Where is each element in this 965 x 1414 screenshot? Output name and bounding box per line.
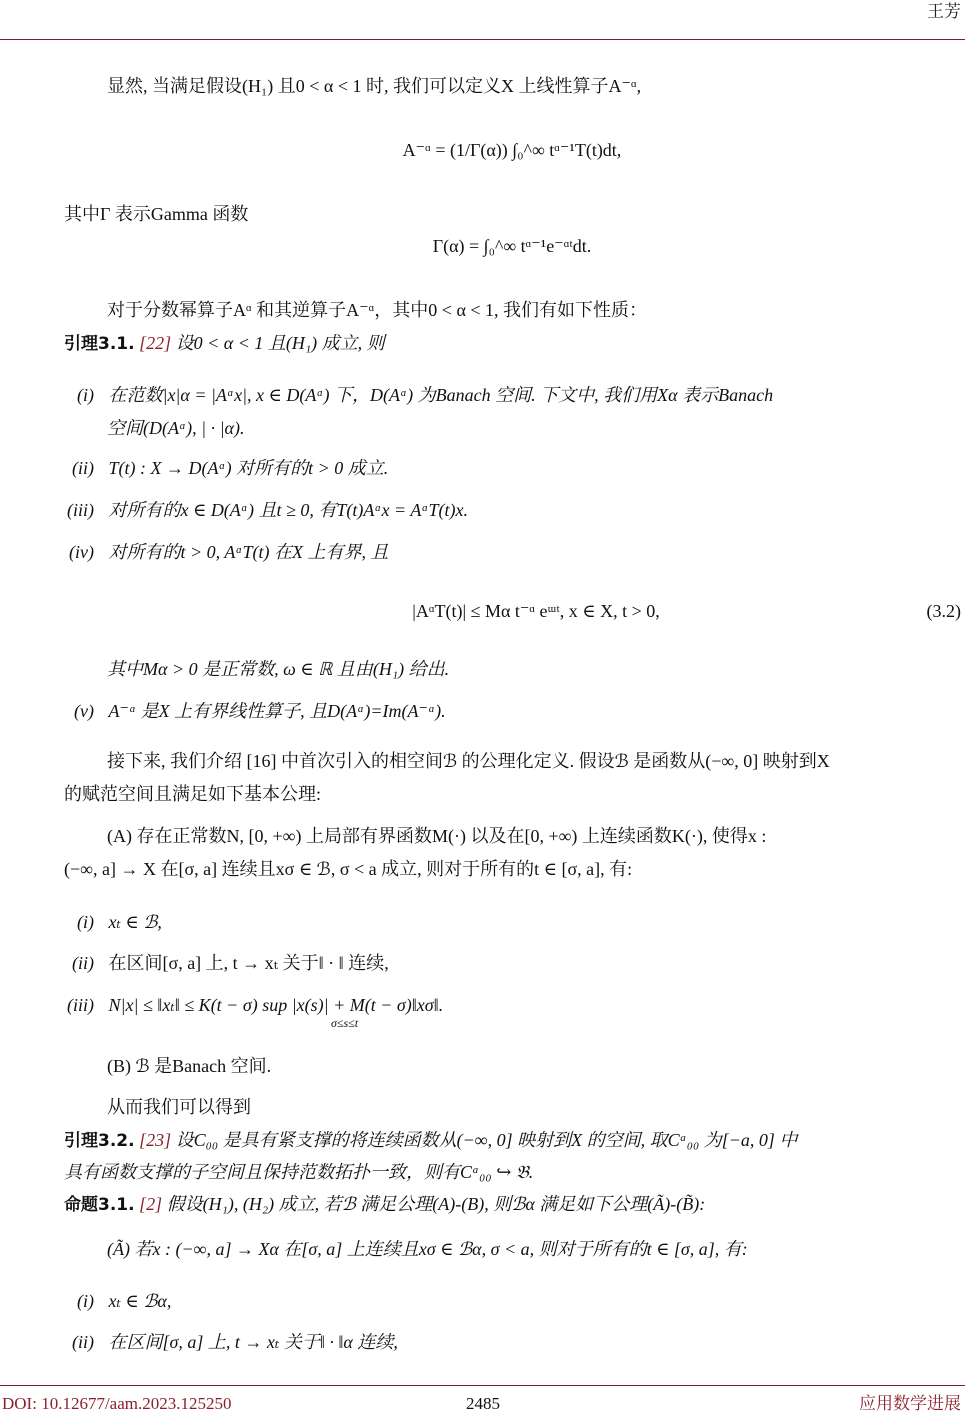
item-text: 对所有的t > 0, AᵅT(t) 在X 上有界, 且 [108,542,389,562]
item-label: (v) [74,701,94,721]
item-text: xₜ ∈ ℬα, [108,1291,172,1311]
paragraph-operator-definition: 显然, 当满足假设(H₁) 且0 < α < 1 时, 我们可以定义X 上线性算子A⁻ᵅ, [107,76,642,96]
lemma-3-1-item-ii [48,458,388,479]
lemma-label: 引理3.1. [64,334,135,354]
proposition-text: 假设(H₁), (H₂) 成立, 若ℬ 满足公理(A)-(B), 则ℬα 满足如下公理(Ã)-(B̃): [166,1194,706,1214]
axiom-a-tilde-item-ii [48,1332,398,1353]
running-header-author: 王芳 [927,2,961,21]
paragraph-phase-space-line-2: 的赋范空间且满足如下基本公理: [64,784,321,804]
item-label: (iii) [67,500,94,520]
proposition-label: 命题3.1. [64,1195,135,1215]
item-label: (ii) [72,458,94,478]
citation-link[interactable]: [22] [139,333,172,353]
lemma-3-1-item-v [48,701,446,722]
item-text: A⁻ᵅ 是X 上有界线性算子, 且D(Aᵅ)=Im(A⁻ᵅ). [108,701,446,721]
lemma-3-1-item-i [48,385,773,406]
lemma-3-1-heading [64,333,385,355]
item-label: (ii) [72,953,94,973]
lemma-3-2-line-1 [64,1130,797,1152]
item-label: (ii) [72,1332,94,1352]
axiom-a-line-1: (A) 存在正常数N, [0, +∞) 上局部有界函数M(·) 以及在[0, +∞) 上连续函数K(·), 使得x : [107,826,767,846]
proposition-3-1-heading [64,1194,705,1216]
sup-subscript: σ≤s≤t [331,1016,359,1030]
lemma-3-1-item-iv-note: 其中Mα > 0 是正常数, ω ∈ ℝ 且由(H₁) 给出. [107,659,450,679]
paragraph-consequence: 从而我们可以得到 [107,1097,251,1117]
footer-journal-name: 应用数学进展 [859,1394,961,1413]
equation-number: (3.2) [926,601,961,621]
item-text: 在区间[σ, a] 上, t → xₜ 关于‖ · ‖α 连续, [108,1332,398,1352]
item-label: (iii) [67,995,94,1015]
axiom-a-tilde-item-i [48,1291,171,1312]
item-text: 在区间[σ, a] 上, t → xₜ 关于‖ · ‖ 连续, [108,953,389,973]
equation-3-2: |AᵅT(t)| ≤ Mα t⁻ᵅ eᵚᵗ, x ∈ X, t > 0, [412,601,660,621]
item-label: (i) [77,385,94,405]
citation-link[interactable]: [23] [139,1130,172,1150]
item-text: T(t) : X → D(Aᵅ) 对所有的t > 0 成立. [108,458,389,478]
lemma-text: 设C₀₀ 是具有紧支撑的将连续函数从(−∞, 0] 映射到X 的空间, 取Cᵃ₀₀ 为[−a, 0] 中 [175,1130,798,1150]
item-text: 对所有的x ∈ D(Aᵅ) 且t ≥ 0, 有T(t)Aᵅx = AᵅT(t)x. [108,500,468,520]
citation-link[interactable]: [2] [139,1194,163,1214]
item-label: (i) [77,912,94,932]
axiom-a-item-i [48,912,162,933]
footer-page-number: 2485 [466,1394,500,1413]
item-text: N|x| ≤ ‖xₜ‖ ≤ K(t − σ) sup |x(s)| + M(t − σ)‖xσ‖. [108,995,444,1015]
footer-doi-link[interactable]: DOI: 10.12677/aam.2023.125250 [2,1394,232,1413]
lemma-3-1-item-i-continuation: 空间(D(Aᵅ), | · |α). [107,418,245,438]
item-text: 在范数|x|α = |Aᵅx|, x ∈ D(Aᵅ) 下，D(Aᵅ) 为Banach 空间. 下文中, 我们用Xα 表示Banach [108,385,774,405]
lemma-text: 设0 < α < 1 且(H₁) 成立, 则 [175,333,385,353]
paragraph-fractional-properties: 对于分数幂算子Aᵅ 和其逆算子A⁻ᵅ，其中0 < α < 1, 我们有如下性质： [107,300,648,320]
item-label: (i) [77,1291,94,1311]
lemma-3-1-item-iv [48,542,388,563]
axiom-a-item-iii [48,995,443,1016]
lemma-3-2-line-2: 具有函数支撑的子空间且保持范数拓扑一致，则有Cᵃ₀₀ ↪ 𝔅. [64,1162,534,1182]
lemma-label: 引理3.2. [64,1131,135,1151]
axiom-a-line-2: (−∞, a] → X 在[σ, a] 连续且xσ ∈ ℬ, σ < a 成立, 则对于所有的t ∈ [σ, a], 有: [64,859,633,879]
item-text: xₜ ∈ ℬ, [108,912,162,932]
paragraph-gamma-intro: 其中Γ 表示Gamma 函数 [64,204,249,224]
item-label: (iv) [69,542,94,562]
equation-gamma: Γ(α) = ∫₀^∞ tᵅ⁻¹e⁻ᵅᵗdt. [432,236,592,256]
axiom-a-tilde: (Ã) 若x : (−∞, a] → Xα 在[σ, a] 上连续且xσ ∈ ℬα, σ < a, 则对于所有的t ∈ [σ, a], 有: [107,1239,748,1259]
footer-rule [0,1385,965,1386]
header-rule [0,39,965,40]
lemma-3-1-item-iii [48,500,468,521]
equation-inverse-operator: A⁻ᵅ = (1/Γ(α)) ∫₀^∞ tᵅ⁻¹T(t)dt, [402,140,622,160]
axiom-b: (B) ℬ 是Banach 空间. [107,1056,272,1076]
paragraph-phase-space-line-1: 接下来, 我们介绍 [16] 中首次引入的相空间ℬ 的公理化定义. 假设ℬ 是函数从(−∞, 0] 映射到X [107,751,830,771]
axiom-a-item-ii [48,953,389,974]
